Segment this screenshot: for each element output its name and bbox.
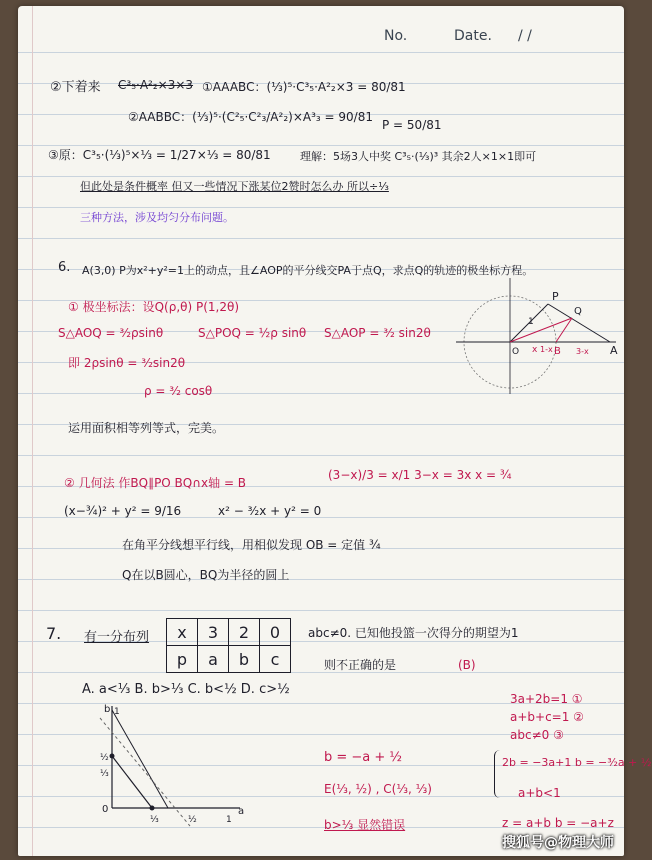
label-o: O xyxy=(512,347,520,357)
ruled-line xyxy=(18,207,624,208)
line-b-equation: b = −a + ½ xyxy=(324,750,403,765)
graph-half-label: ½ xyxy=(100,753,109,763)
part2-case1: ①AAABC：(⅓)⁵·C³₅·A²₂×3 = 80/81 xyxy=(202,80,406,94)
graph-x-one: 1 xyxy=(226,815,232,825)
label-3-x: 3-x xyxy=(576,347,589,356)
method1-eq3: S△AOP = ³⁄₂ sin2θ xyxy=(324,326,431,340)
circle-figure xyxy=(450,268,618,396)
point-c xyxy=(150,806,155,811)
z-equation: z = a+b b = −a+z xyxy=(502,816,614,830)
system-brace xyxy=(494,750,501,798)
problem7-condition2: 则不正确的是 xyxy=(324,658,397,672)
label-a: A xyxy=(610,344,618,357)
graph-a-label: a xyxy=(238,806,245,817)
system-eq1: 3a+2b=1 ① xyxy=(510,692,583,706)
problem7-number: 7. xyxy=(46,624,62,643)
problem6-statement: A(3,0) P为x²+y²=1上的动点，且∠AOP的平分线交PA于点Q，求点Q的轨迹的极坐标方程。 xyxy=(82,264,534,277)
ruled-line xyxy=(18,238,624,239)
ruled-line xyxy=(18,176,624,177)
part2-case2: ②AABBC：(⅓)⁵·(C²₅·C²₃/A²₂)×A³₃ = 90/81 xyxy=(128,110,373,124)
part2-struck: C³₅·A²₂×3×3 xyxy=(118,78,194,92)
method2-title: ② 几何法 作BQ∥PO BQ∩x轴 = B xyxy=(64,476,247,490)
label-1-x: 1-x xyxy=(540,345,553,354)
table-cell: p xyxy=(167,646,198,673)
elimination-2: a+b<1 xyxy=(518,786,561,800)
ruled-line xyxy=(18,455,624,456)
graph-origin-label: 0 xyxy=(102,804,109,815)
watermark: 搜狐号@物理大师 xyxy=(502,835,614,851)
date-slashes: / / xyxy=(518,28,532,44)
line-3a-2b xyxy=(112,756,152,808)
part3-line2: 但此处是条件概率 但又一些情况下涨某位2赞时怎么办 所以÷⅓ xyxy=(80,180,389,193)
method2-note1: 在角平分线想平行线，用相似发现 OB = 定值 ¾ xyxy=(122,538,381,552)
no-label: No. xyxy=(384,28,408,44)
graph-third-label: ⅓ xyxy=(100,769,109,779)
method2-eq1: (x−¾)² + y² = 9/16 xyxy=(64,504,182,518)
part3-line1: ③原：C³₅·(⅓)⁵×⅓ = 1/27×⅓ = 80/81 xyxy=(48,148,271,162)
system-eq3: abc≠0 ③ xyxy=(510,728,564,742)
label-one: 1 xyxy=(528,317,534,327)
method1-eq2: S△POQ = ½ρ sinθ xyxy=(198,326,307,340)
part3-understand: 理解：5场3人中奖 C³₅·(⅓)³ 其余2人×1×1即可 xyxy=(300,150,537,163)
method1-eq1: S△AOQ = ³⁄₂ρsinθ xyxy=(58,326,164,340)
bisector-oq xyxy=(510,318,572,342)
method2-note2: Q在以B圆心，BQ为半径的圆上 xyxy=(122,568,290,582)
graph-x-third: ⅓ xyxy=(150,815,159,825)
table-cell: c xyxy=(260,646,291,673)
method1-title: ① 极坐标法：设Q(ρ,θ) P(1,2θ) xyxy=(68,300,239,314)
method1-eq5: ρ = ³⁄₂ cosθ xyxy=(144,384,213,398)
problem7-answer: (B) xyxy=(458,658,476,672)
problem7-condition1: abc≠0. 已知他投篮一次得分的期望为1 xyxy=(308,626,519,640)
label-p: P xyxy=(552,290,559,303)
table-cell: 2 xyxy=(229,619,260,646)
ruled-line xyxy=(18,610,624,611)
table-cell: 0 xyxy=(260,619,291,646)
intersection-points: E(⅓, ½) , C(⅓, ⅓) xyxy=(324,782,432,796)
date-label: Date. xyxy=(454,28,492,44)
method1-eq4: 即 2ρsinθ = ³⁄₂sin2θ xyxy=(68,356,186,370)
label-q: Q xyxy=(574,306,582,317)
table-cell: b xyxy=(229,646,260,673)
method1-note: 运用面积相等列等式，完美。 xyxy=(68,421,225,435)
method2-eq2: x² − ³⁄₂x + y² = 0 xyxy=(218,504,322,518)
distribution-table xyxy=(166,618,291,673)
graph-x-half: ½ xyxy=(188,815,197,825)
problem7-options: A. a<⅓ B. b>⅓ C. b<½ D. c>½ xyxy=(82,682,290,697)
problem6-number: 6. xyxy=(58,260,71,275)
label-x: x xyxy=(532,345,538,355)
part2-label: ②下着来 xyxy=(50,80,101,95)
label-b: B xyxy=(554,346,561,357)
ruled-line xyxy=(18,672,624,673)
part2-p: P = 50/81 xyxy=(382,118,442,132)
graph-b-label: b xyxy=(104,704,111,715)
graph-one-label: 1 xyxy=(114,707,120,717)
table-cell: 3 xyxy=(198,619,229,646)
margin-line xyxy=(32,6,33,856)
table-row xyxy=(167,646,291,673)
method2-fraction: (3−x)/3 = x/1 3−x = 3x x = ¾ xyxy=(328,468,512,482)
ruled-line xyxy=(18,579,624,580)
point-e xyxy=(110,754,115,759)
dashed-line xyxy=(100,718,190,826)
part3-line3: 三种方法，涉及均匀分布问题。 xyxy=(80,211,234,224)
notebook-page xyxy=(18,6,652,856)
table-cell: a xyxy=(198,646,229,673)
constraint-graph xyxy=(80,696,250,836)
ruled-line xyxy=(18,52,624,53)
table-row xyxy=(167,619,291,646)
elimination-1: 2b = −3a+1 b = −³⁄₂a + ½ xyxy=(502,756,652,769)
problem7-title: 有一分布列 xyxy=(84,630,150,645)
conclusion: b>⅓ 显然错误 xyxy=(324,818,406,832)
table-cell: x xyxy=(167,619,198,646)
system-eq2: a+b+c=1 ② xyxy=(510,710,584,724)
